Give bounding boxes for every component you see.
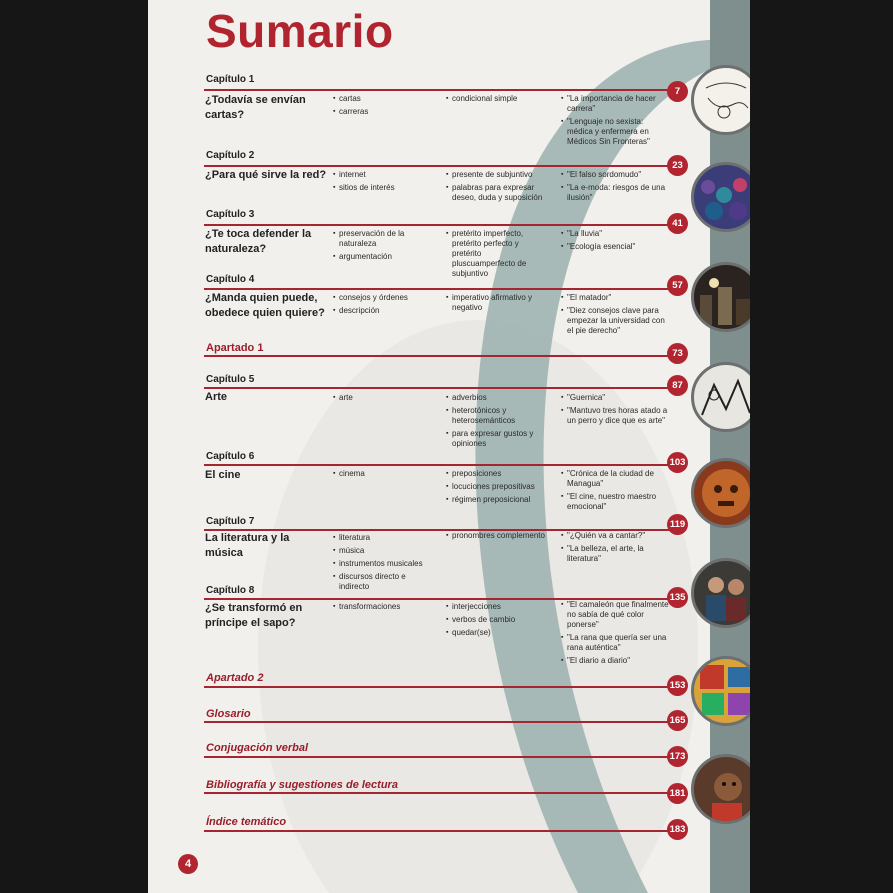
reading-item: ▪ "Ecología esencial" xyxy=(561,242,671,252)
section-label[interactable]: Apartado 2 xyxy=(206,672,264,684)
reading-item: ▪ "¿Quién va a cantar?" xyxy=(561,531,671,541)
topics-column xyxy=(333,469,423,482)
grammar-item: ▪ preposiciones xyxy=(446,469,546,479)
topics-column xyxy=(333,602,423,615)
chapter-title[interactable]: Arte xyxy=(205,391,228,403)
grammar-column xyxy=(446,602,546,641)
section-page-badge[interactable]: 153 xyxy=(667,675,688,696)
reading-item: ▪ "La lluvia" xyxy=(561,229,671,239)
topic-item: ▪ internet xyxy=(333,170,423,180)
topic-item: ▪ transformaciones xyxy=(333,602,423,612)
chapter-label: Capítulo 3 xyxy=(206,209,255,220)
chapter-page-badge[interactable]: 135 xyxy=(667,587,688,608)
chapter-page-badge[interactable]: 7 xyxy=(667,81,688,102)
page-title: Sumario xyxy=(206,5,394,57)
grammar-column xyxy=(446,229,546,282)
topic-item: ▪ consejos y órdenes xyxy=(333,293,423,303)
grammar-item: ▪ interjecciones xyxy=(446,602,546,612)
reading-item: ▪ "Mantuvo tres horas atado a un perro y dice que es arte" xyxy=(561,406,671,426)
section-rule xyxy=(204,756,678,758)
readings-column xyxy=(561,293,671,339)
chapter-page-badge[interactable]: 41 xyxy=(667,213,688,234)
reading-item: ▪ "La e-moda: riesgos de una ilusión" xyxy=(561,183,671,203)
section-label[interactable]: Apartado 1 xyxy=(206,342,264,354)
chapter-page-badge[interactable]: 87 xyxy=(667,375,688,396)
section-page-badge[interactable]: 183 xyxy=(667,819,688,840)
chapter-label: Capítulo 7 xyxy=(206,516,255,527)
reading-item: ▪ "El falso sordomudo" xyxy=(561,170,671,180)
topic-item: ▪ sitios de interés xyxy=(333,183,423,193)
topics-column xyxy=(333,293,423,319)
chapter-page-badge[interactable]: 57 xyxy=(667,275,688,296)
readings-column xyxy=(561,94,671,150)
readings-column xyxy=(561,170,671,206)
page-number: 4 xyxy=(178,854,198,874)
grammar-item: ▪ pretérito imperfecto, pretérito perfecto y pretérito pluscuamperfecto de subjuntivo xyxy=(446,229,546,279)
topic-item: ▪ cinema xyxy=(333,469,423,479)
chapter-title[interactable]: ¿Para qué sirve la red? xyxy=(205,169,327,181)
reading-item: ▪ "La rana que quería ser una rana auténtica" xyxy=(561,633,671,653)
grammar-item: ▪ imperativo afirmativo y negativo xyxy=(446,293,546,313)
readings-column xyxy=(561,531,671,567)
topics-column xyxy=(333,229,423,265)
reading-item: ▪ "El cine, nuestro maestro emocional" xyxy=(561,492,671,512)
reading-item: ▪ "El diario a diario" xyxy=(561,656,671,666)
section-rule xyxy=(204,721,678,723)
grammar-item: ▪ heterotónicos y heterosemánticos xyxy=(446,406,546,426)
chapter-title[interactable]: ¿Se transformó en príncipe el sapo? xyxy=(205,602,303,629)
grammar-column xyxy=(446,393,546,452)
chapter-rule xyxy=(204,288,678,290)
chapter-title[interactable]: ¿Te toca defender la naturaleza? xyxy=(205,228,312,255)
grammar-column xyxy=(446,293,546,316)
section-page-badge[interactable]: 73 xyxy=(667,343,688,364)
chapter-label: Capítulo 5 xyxy=(206,374,255,385)
chapter-rule xyxy=(204,387,678,389)
grammar-item: ▪ quedar(se) xyxy=(446,628,546,638)
section-page-badge[interactable]: 173 xyxy=(667,746,688,767)
grammar-item: ▪ condicional simple xyxy=(446,94,546,104)
grammar-item: ▪ para expresar gustos y opiniones xyxy=(446,429,546,449)
grammar-item: ▪ adverbios xyxy=(446,393,546,403)
chapter-rule xyxy=(204,464,678,466)
grammar-item: ▪ régimen preposicional xyxy=(446,495,546,505)
topic-item: ▪ argumentación xyxy=(333,252,423,262)
reading-item: ▪ "La importancia de hacer carrera" xyxy=(561,94,671,114)
readings-column xyxy=(561,469,671,515)
grammar-column xyxy=(446,469,546,508)
grammar-item: ▪ pronombres complemento xyxy=(446,531,546,541)
topic-item: ▪ instrumentos musicales xyxy=(333,559,423,569)
chapter-label: Capítulo 8 xyxy=(206,585,255,596)
grammar-column xyxy=(446,531,546,544)
section-label[interactable]: Conjugación verbal xyxy=(206,742,309,754)
chapter-page-badge[interactable]: 23 xyxy=(667,155,688,176)
chapter-label: Capítulo 2 xyxy=(206,150,255,161)
grammar-item: ▪ palabras para expresar deseo, duda y suposición xyxy=(446,183,546,203)
section-label[interactable]: Índice temático xyxy=(206,816,287,828)
topic-item: ▪ literatura xyxy=(333,533,423,543)
reading-item: ▪ "Lenguaje no sexista: médica y enfermera en Médicos Sin Fronteras" xyxy=(561,117,671,147)
reading-item: ▪ "La belleza, el arte, la literatura" xyxy=(561,544,671,564)
summary-page xyxy=(148,0,750,893)
chapter-rule xyxy=(204,89,678,91)
readings-column xyxy=(561,229,671,255)
chapter-rule xyxy=(204,224,678,226)
reading-item: ▪ "El matador" xyxy=(561,293,671,303)
topics-column xyxy=(333,393,423,406)
chapter-title[interactable]: El cine xyxy=(205,469,241,481)
topics-column xyxy=(333,170,423,196)
grammar-item: ▪ locuciones prepositivas xyxy=(446,482,546,492)
section-rule xyxy=(204,355,678,357)
topics-column xyxy=(333,94,423,120)
topic-item: ▪ arte xyxy=(333,393,423,403)
topic-item: ▪ música xyxy=(333,546,423,556)
topic-item: ▪ cartas xyxy=(333,94,423,104)
chapter-title[interactable]: ¿Todavía se envían cartas? xyxy=(205,94,306,121)
section-label[interactable]: Bibliografía y sugestiones de lectura xyxy=(206,779,398,791)
chapter-page-badge[interactable]: 119 xyxy=(667,514,688,535)
grammar-item: ▪ verbos de cambio xyxy=(446,615,546,625)
section-page-badge[interactable]: 165 xyxy=(667,710,688,731)
chapter-label: Capítulo 1 xyxy=(206,74,255,85)
chapter-rule xyxy=(204,165,678,167)
readings-column xyxy=(561,393,671,429)
section-rule xyxy=(204,686,678,688)
reading-item: ▪ "Guernica" xyxy=(561,393,671,403)
section-page-badge[interactable]: 181 xyxy=(667,783,688,804)
section-rule xyxy=(204,792,678,794)
chapter-title[interactable]: La literatura y la música xyxy=(205,532,290,559)
chapter-label: Capítulo 4 xyxy=(206,274,255,285)
grammar-column xyxy=(446,94,546,107)
topics-column xyxy=(333,533,423,595)
chapter-label: Capítulo 6 xyxy=(206,451,255,462)
reading-item: ▪ "Diez consejos clave para empezar la universidad con el pie derecho" xyxy=(561,306,671,336)
topic-item: ▪ descripción xyxy=(333,306,423,316)
grammar-column xyxy=(446,170,546,206)
topic-item: ▪ discursos directo e indirecto xyxy=(333,572,423,592)
chapter-title[interactable]: ¿Manda quien puede, obedece quien quiere? xyxy=(205,292,325,319)
topic-item: ▪ carreras xyxy=(333,107,423,117)
section-rule xyxy=(204,830,678,832)
reading-item: ▪ "El camaleón que finalmente no sabía de qué color ponerse" xyxy=(561,600,671,630)
readings-column xyxy=(561,600,671,669)
topic-item: ▪ preservación de la naturaleza xyxy=(333,229,423,249)
reading-item: ▪ "Crónica de la ciudad de Managua" xyxy=(561,469,671,489)
section-label[interactable]: Glosario xyxy=(206,708,251,720)
chapter-page-badge[interactable]: 103 xyxy=(667,452,688,473)
grammar-item: ▪ presente de subjuntivo xyxy=(446,170,546,180)
